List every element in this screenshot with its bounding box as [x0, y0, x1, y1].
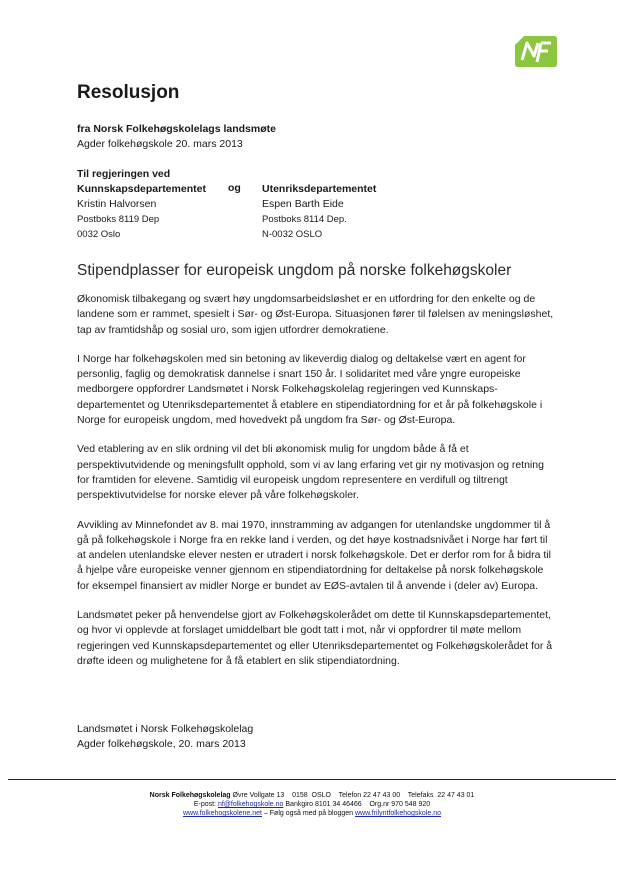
resolution-heading: Stipendplasser for europeisk ungdom på norske folkehøgskoler [77, 262, 512, 279]
sender-block [77, 122, 276, 152]
footer-contact-line [8, 800, 616, 809]
footer-blog-link[interactable]: www.frilyntfolkehogskole.no [355, 810, 441, 817]
recipient-left-name: Kristin Halvorsen [77, 198, 157, 210]
body-paragraph: Ved etablering av en slik ordning vil det bli økonomisk mulig for ungdom både å få et perspektivutvidende og meningsfullt opphold, som vi av lang erfaring vet gir ny motivasjon og retning for framtiden for elevene. Samtidig vil europeisk ungdom representere en verdifull og tiltrengt perspektivutvidelse for norske elever på våre folkehøgskoler. [77, 443, 544, 502]
footer-bank-org: Bankgiro 8101 34 46466 Org.nr 970 548 920 [285, 801, 431, 808]
recipient-left-box: Postboks 8119 Dep [77, 214, 160, 225]
recipient-left-city: 0032 Oslo [77, 229, 121, 240]
recipient-left [77, 167, 206, 242]
resolution-body [77, 292, 555, 683]
nf-logo [514, 34, 558, 68]
document-title: Resolusjon [77, 82, 180, 103]
recipient-left-department: Kunnskapsdepartementet [77, 183, 206, 195]
sender-venue-date: Agder folkehøgskole 20. mars 2013 [77, 138, 243, 150]
footer-address: Øvre Vollgate 13 0158 OSLO Telefon 22 47 43 00 Telefaks 22 47 43 01 [232, 792, 475, 799]
footer-blog-text: – Følg også med på bloggen [261, 810, 355, 817]
footer-org-name: Norsk Folkehøgskolelag [149, 792, 231, 799]
recipient-right-city: N-0032 OSLO [262, 229, 323, 240]
recipient-to-label: Til regjeringen ved [77, 168, 171, 180]
recipient-and-word: og [228, 182, 241, 194]
signature-line: Landsmøtet i Norsk Folkehøgskolelag [77, 723, 254, 735]
recipient-right [262, 182, 376, 242]
footer-email-label: E-post: [193, 801, 216, 808]
recipient-right-box: Postboks 8114 Dep. [262, 214, 347, 225]
body-paragraph: Økonomisk tilbakegang og svært høy ungdomsarbeidsløshet er en utfordring for den enkelte og de landene som er rammet, spesielt i Sør- og Øst-Europa. Situasjonen fører til følelsen av meningsløshet, tap av framtidshåp og sosial uro, som igjen utfordrer demokratiene. [77, 293, 554, 336]
signature-block [77, 722, 253, 752]
sender-line: fra Norsk Folkehøgskolelags landsmøte [77, 123, 276, 135]
body-paragraph: Landsmøtet peker på henvendelse gjort av Folkehøgskolerådet om dette til Kunnskapsdepartementet, og hvor vi opplevde at forslaget umiddelbart ble godt tatt i mot, når vi oppfordrer til møte mellom regjeringen ved Kunnskapsdepartementet og eller Utenriksdepartementet og Folkehøgskolerådet for å drøfte ideen og mulighetene for å få etablert en slik stipendiatordning. [77, 609, 553, 667]
body-paragraph: I Norge har folkehøgskolen med sin betoning av likeverdig dialog og deltakelse vært en agent for personlig, faglig og demokratisk dannelse i snart 150 år. I solidaritet med våre yngre europeiske medborgere oppfordrer Landsmøtet i Norsk Folkehøgskolelag regjeringen ved Kunnskaps-departementet og Utenriksdepartementet å etablere en stipendiatordning for et år på folkehøgskole i Norge for europeisk ungdom, med hovedvekt på ungdom fra Sør- og Øst-Europa. [77, 352, 543, 427]
footer [8, 791, 616, 818]
recipient-right-department: Utenriksdepartementet [262, 183, 377, 195]
body-paragraph: Avvikling av Minnefondet av 8. mai 1970, innstramming av adgangen for utenlandske ungdommer til å gå på folkehøgskole i Norge fra en rekke land i verden, og det høye kostnadsnivået i Norge har ført til at andelen utenlandske elever nesten er utradert i norsk folkehøgskole. Det er derfor rom for å bidra til å hjelpe våre europeiske venner gjennom en stipendiatordning for deltakelse på norsk folkehøgskole for eksempel finansiert av midler Norge er bundet av EØS-avtalen til å anvende i (deler av) Europa. [77, 518, 551, 592]
footer-links-line [8, 809, 616, 818]
signature-place-date: Agder folkehøgskole, 20. mars 2013 [77, 738, 246, 750]
footer-website-link[interactable]: www.folkehogskolene.net [182, 810, 262, 817]
footer-address-line [8, 791, 616, 800]
footer-email-link[interactable]: nf@folkehogskole.no [217, 801, 284, 808]
footer-divider [8, 779, 616, 780]
recipient-right-name: Espen Barth Eide [262, 198, 344, 210]
